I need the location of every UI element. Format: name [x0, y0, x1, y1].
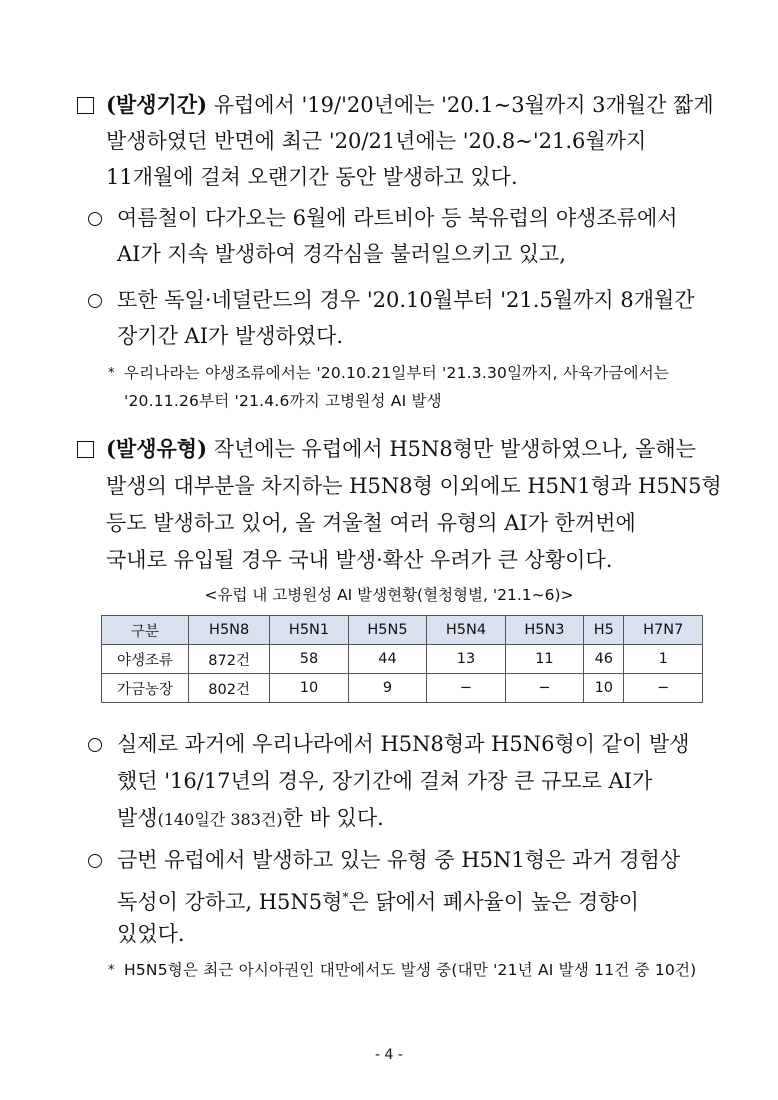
section2-bullet1-line2: 했던 '16/17년의 경우, 장기간에 걸쳐 가장 큰 규모로 AI가 [117, 769, 653, 793]
checkbox-square-icon [77, 97, 94, 114]
section2-bullet1-line1: 실제로 과거에 우리나라에서 H5N8형과 H5N6형이 같이 발생 [117, 732, 690, 756]
section2-bullet1-line3 [117, 804, 384, 834]
table-header-cell: H5N8 [189, 616, 270, 645]
section1-bullet2-line2: 장기간 AI가 발생하였다. [117, 324, 344, 348]
section1-line1 [106, 91, 714, 119]
table-cell: 46 [584, 645, 624, 674]
section2-line1 [106, 435, 696, 463]
section2-line2: 발생의 대부분을 차지하는 H5N8형 이외에도 H5N1형과 H5N5형 [106, 474, 722, 498]
table-cell: 13 [427, 645, 505, 674]
text-segment: 독성이 강하고, H5N5형 [117, 890, 343, 914]
table-cell: 가금농장 [102, 674, 189, 703]
bullet-circle-icon [88, 294, 102, 308]
section2-bullet2-line3: 있었다. [117, 922, 185, 946]
note-asterisk: * [108, 963, 115, 978]
text-segment: 한 바 있다. [282, 806, 384, 830]
table-header-cell: H5N4 [427, 616, 505, 645]
checkbox-square-icon [77, 441, 94, 458]
table-header-cell: H5N5 [348, 616, 426, 645]
table-cell: − [505, 674, 583, 703]
section2-note: H5N5형은 최근 아시아권인 대만에서도 발생 중(대만 '21년 AI 발생 11건 중 10건) [124, 961, 697, 979]
table-header-cell: H7N7 [624, 616, 703, 645]
table-cell: 10 [584, 674, 624, 703]
bullet-circle-icon [88, 738, 102, 752]
section1-text: 유럽에서 '19/'20년에는 '20.1∼3월까지 3개월간 짧게 [213, 93, 714, 117]
table-row [102, 674, 703, 703]
table-row [102, 645, 703, 674]
table-header-cell: 구분 [102, 616, 189, 645]
table-header-cell: H5N1 [270, 616, 348, 645]
table-cell: 10 [270, 674, 348, 703]
section2-bullet2-line1: 금번 유럽에서 발생하고 있는 유형 중 H5N1형은 과거 경험상 [117, 848, 681, 872]
section1-bullet2-line1: 또한 독일·네덜란드의 경우 '20.10월부터 '21.5월까지 8개월간 [117, 288, 695, 312]
section1-line2: 발생하였던 반면에 최근 '20/21년에는 '20.8∼'21.6월까지 [106, 129, 647, 153]
ai-outbreak-table [101, 615, 703, 703]
table-cell: 802건 [189, 674, 270, 703]
section2-bullet2-line2 [117, 883, 639, 916]
section1-heading: (발생기간) [106, 92, 208, 117]
table-header-row [102, 616, 703, 645]
bullet-circle-icon [88, 854, 102, 868]
section1-bullet1-line2: AI가 지속 발생하여 경각심을 불러일으키고 있고, [117, 242, 566, 266]
footnote-mark: * [342, 890, 349, 904]
section2-line4: 국내로 유입될 경우 국내 발생·확산 우려가 큰 상황이다. [106, 548, 613, 572]
section2-text: 작년에는 유럽에서 H5N8형만 발생하였으나, 올해는 [213, 437, 696, 461]
table-header-cell: H5 [584, 616, 624, 645]
table-cell: 11 [505, 645, 583, 674]
table-cell: 야생조류 [102, 645, 189, 674]
section1-bullet1-line1: 여름철이 다가오는 6월에 라트비아 등 북유럽의 야생조류에서 [117, 206, 678, 230]
table-cell: 872건 [189, 645, 270, 674]
text-segment: 은 닭에서 폐사율이 높은 경향이 [348, 890, 639, 914]
text-segment: 발생 [117, 806, 158, 830]
section1-note-line2: '20.11.26부터 '21.4.6까지 고병원성 AI 발생 [124, 392, 442, 410]
bullet-circle-icon [88, 212, 102, 226]
table-cell: 44 [348, 645, 426, 674]
section1-line3: 11개월에 걸쳐 오랜기간 동안 발생하고 있다. [106, 165, 518, 189]
section1-note-line1: 우리나라는 야생조류에서는 '20.10.21일부터 '21.3.30일까지, 사육가금에서는 [124, 364, 670, 382]
page-number: - 4 - [375, 1047, 403, 1063]
table-header-cell: H5N3 [505, 616, 583, 645]
table-caption: <유럽 내 고병원성 AI 발생현황(혈청형별, '21.1∼6)> [204, 586, 574, 604]
table-cell: 9 [348, 674, 426, 703]
table-cell: − [624, 674, 703, 703]
section2-heading: (발생유형) [106, 436, 208, 461]
table-cell: − [427, 674, 505, 703]
note-asterisk: * [108, 366, 115, 381]
table-cell: 1 [624, 645, 703, 674]
section2-line3: 등도 발생하고 있어, 올 겨울철 여러 유형의 AI가 한꺼번에 [106, 511, 636, 535]
table-cell: 58 [270, 645, 348, 674]
duration-note: (140일간 383건) [157, 810, 283, 829]
